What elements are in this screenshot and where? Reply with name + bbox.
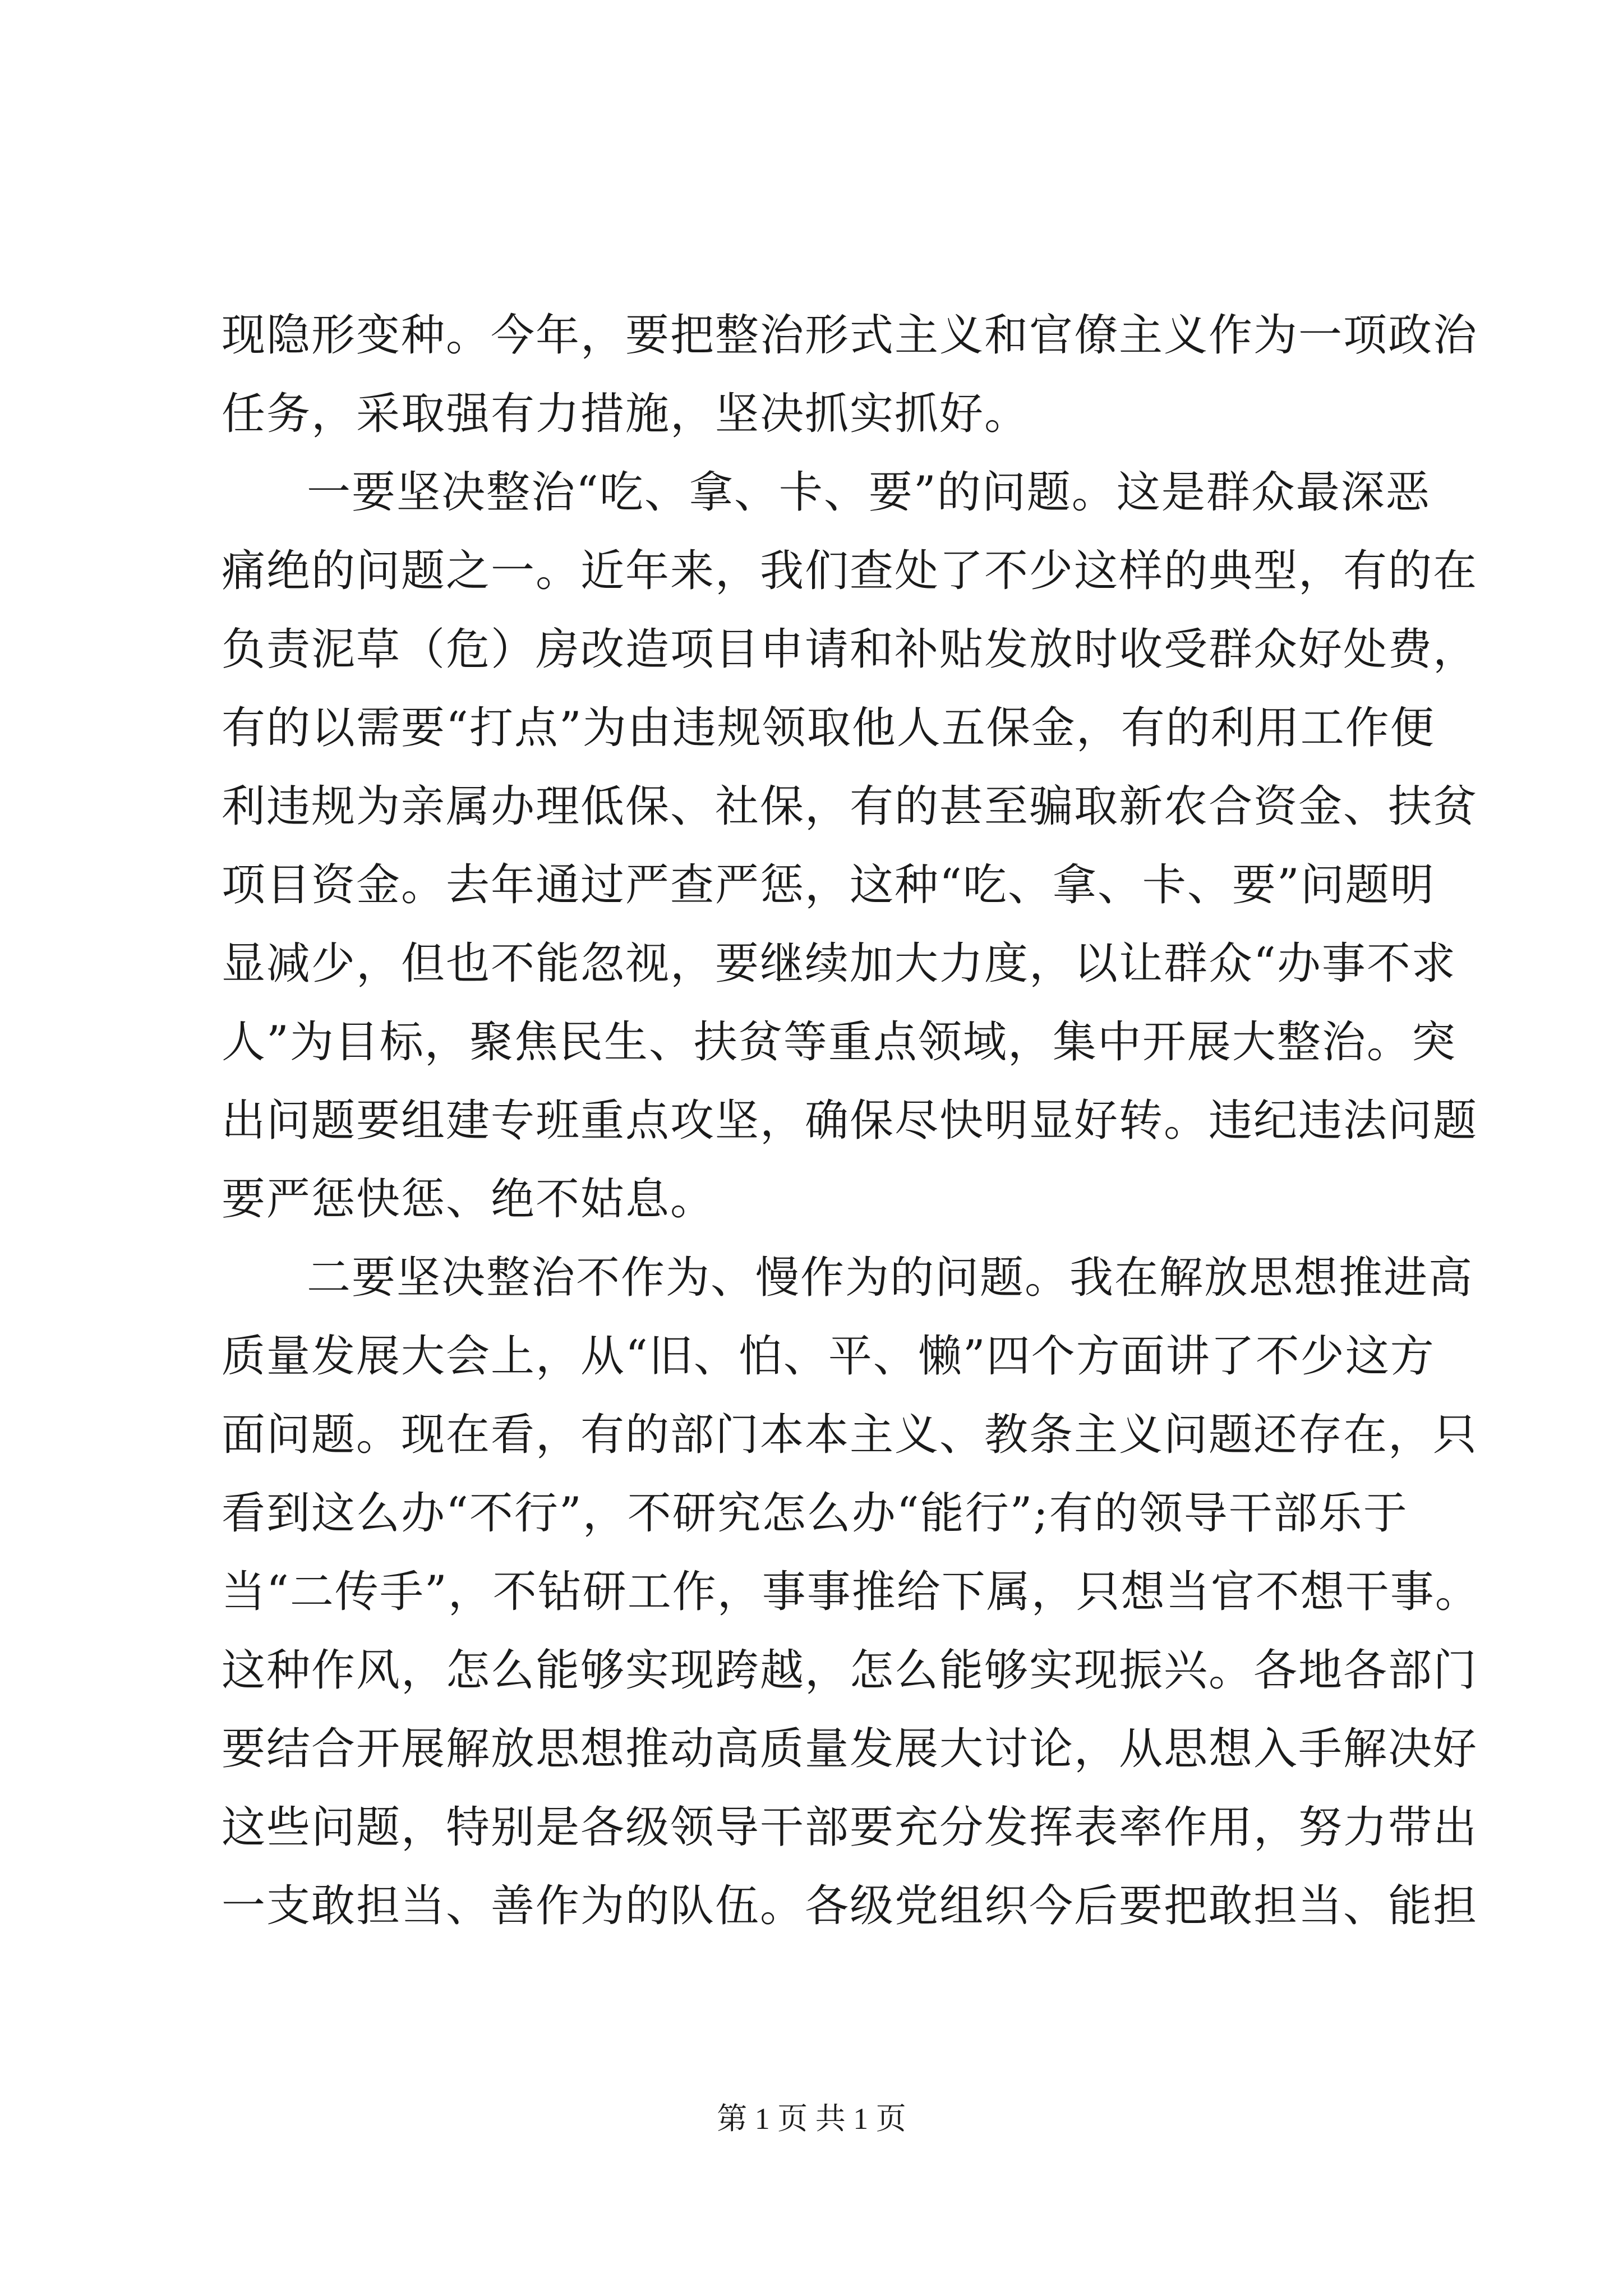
- text-line: 要严惩快惩、绝不姑息。: [222, 1174, 716, 1225]
- document-body: [222, 296, 1480, 1945]
- text-line: 要结合开展解放思想推动高质量发展大讨论，从思想入手解决好: [222, 1724, 1478, 1774]
- text-line: 这些问题，特别是各级领导干部要充分发挥表率作用，努力带出: [222, 1802, 1478, 1853]
- text-line: 面问题。现在看，有的部门本本主义、教条主义问题还存在，只: [222, 1410, 1478, 1460]
- text-line: 负责泥草（危）房改造项目申请和补贴发放时收受群众好处费，: [222, 624, 1478, 675]
- text-line: 显减少，但也不能忽视，要继续加大力度，以让群众“办事不求: [222, 938, 1456, 989]
- page-footer: [0, 2099, 1623, 2138]
- text-line: 一支敢担当、善作为的队伍。各级党组织今后要把敢担当、能担: [222, 1881, 1478, 1931]
- text-line: 质量发展大会上，从“旧、怕、平、懒”四个方面讲了不少这方: [222, 1331, 1435, 1382]
- page-number-label: 第 1 页 共 1 页: [717, 2102, 906, 2136]
- text-line: 有的以需要“打点”为由违规领取他人五保金，有的利用工作便: [222, 703, 1435, 753]
- text-line: 项目资金。去年通过严查严惩，这种“吃、拿、卡、要”问题明: [222, 860, 1435, 910]
- paragraph-start-line: 一要坚决整治“吃、拿、卡、要”的问题。这是群众最深恶: [307, 467, 1431, 518]
- paragraph-start-line: 二要坚决整治不作为、慢作为的问题。我在解放思想推进高: [307, 1253, 1474, 1303]
- text-line: 人”为目标，聚焦民生、扶贫等重点领域，集中开展大整治。突: [222, 1017, 1456, 1068]
- text-line: 看到这么办“不行”，不研究怎么办“能行”;有的领导干部乐于: [222, 1488, 1408, 1539]
- text-line: 出问题要组建专班重点攻坚，确保尽快明显好转。违纪违法问题: [222, 1096, 1478, 1146]
- text-line: 这种作风，怎么能够实现跨越，怎么能够实现振兴。各地各部门: [222, 1645, 1478, 1696]
- text-line: 现隐形变种。今年，要把整治形式主义和官僚主义作为一项政治: [222, 310, 1478, 361]
- text-line: 任务，采取强有力措施，坚决抓实抓好。: [222, 389, 1030, 439]
- text-line: 痛绝的问题之一。近年来，我们查处了不少这样的典型，有的在: [222, 546, 1478, 596]
- text-line: 当“二传手”，不钻研工作，事事推给下属，只想当官不想干事。: [222, 1567, 1480, 1617]
- text-line: 利违规为亲属办理低保、社保，有的甚至骗取新农合资金、扶贫: [222, 781, 1478, 832]
